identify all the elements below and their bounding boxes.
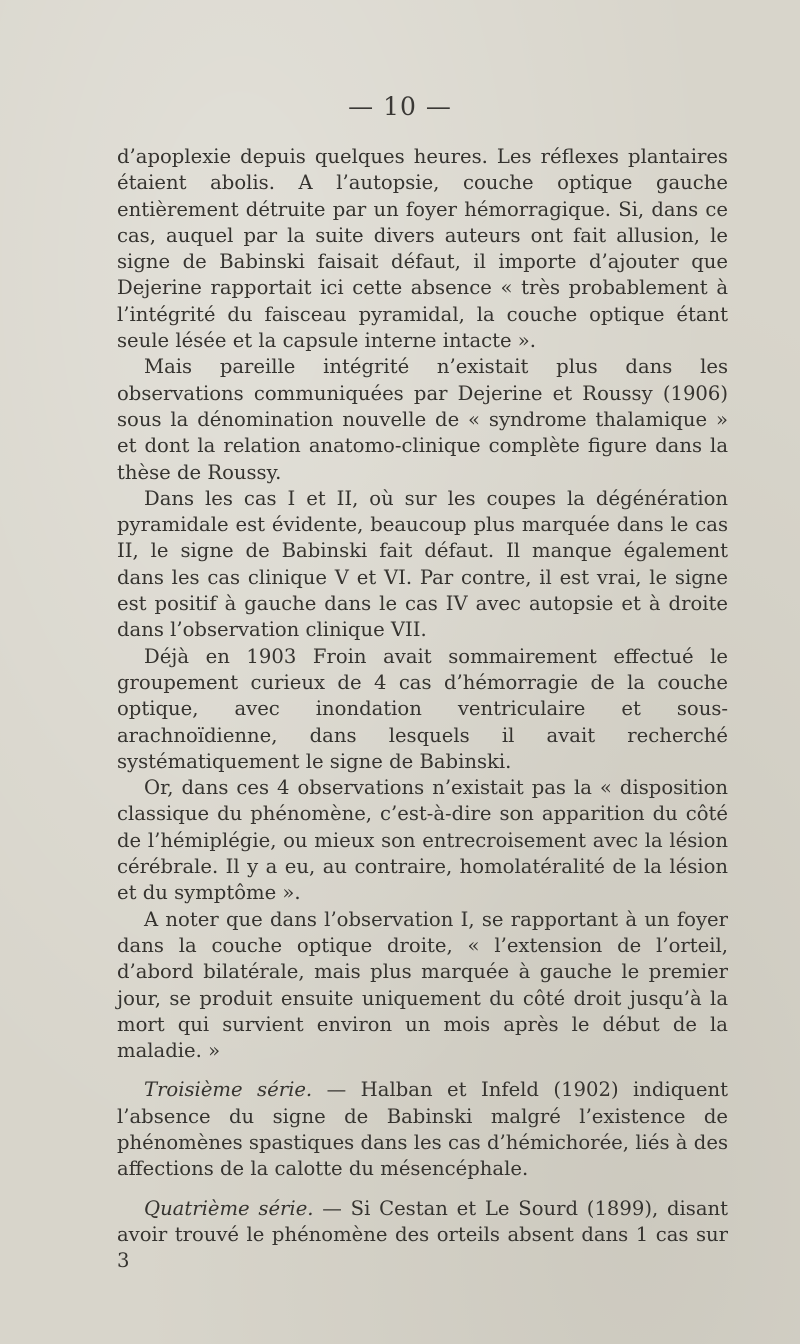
paragraph-4: Déjà en 1903 Froin avait sommairement effectué le groupement curieux de 4 cas d’hémorragie de la couche optique, avec inondation ventriculaire et sous-arachnoïdienne, dans lesquels il avait recherché systématiquement le signe de Babinski.: [117, 644, 728, 773]
paragraph-2: Mais pareille intégrité n’existait plus dans les observations communiquées par Dejerine et Roussy (1906) sous la dénomination nouvelle de « syndrome thalamique » et dont la relation anatomo-clinique complète figure dans la thèse de Roussy.: [117, 355, 728, 484]
paragraph-6: A noter que dans l’observation I, se rapportant à un foyer dans la couche optique droite, « l’extension de l’orteil, d’abord bilatérale, mais plus marquée à gauche le premier jour, se produit ensuite uniquement du côté droit jusqu’à la mort qui survient environ un mois après le début de la maladie. »: [117, 907, 728, 1063]
section-text-third: — Halban et Infeld (1902) indiquent l’absence du signe de Babinski malgré l’existence de phénomènes spastiques dans les cas d’hémichorée, liés à des affections de la calotte du mésencéphale.: [117, 1078, 728, 1181]
page-number: — 10 —: [348, 92, 452, 121]
section-text-fourth: — Si Cestan et Le Sourd (1899), disant avoir trouvé le phénomène des orteils absent dans 1 cas sur 3: [117, 1196, 728, 1273]
section-third-series: [117, 1077, 728, 1182]
body-text: [117, 144, 728, 1274]
section-title-fourth: Quatrième série.: [144, 1196, 314, 1220]
paragraph-5: Or, dans ces 4 observations n’existait pas la « disposition classique du phénomène, c’est-à-dire son apparition du côté de l’hémiplégie, ou mieux son entrecroisement avec la lésion cérébrale. Il y a eu, au contraire, homolatéralité de la lésion et du symptôme ».: [117, 776, 728, 905]
paragraph-1: d’apoplexie depuis quelques heures. Les réflexes plantaires étaient abolis. A l’autopsie, couche optique gauche entièrement détruite par un foyer hémorragique. Si, dans ce cas, auquel par la suite divers auteurs ont fait allusion, le signe de Babinski faisait défaut, il importe d’ajouter que Dejerine rapportait ici cette absence « très probablement à l’intégrité du faisceau pyramidal, la couche optique étant seule lésée et la capsule interne intacte ».: [117, 145, 728, 353]
section-fourth-series: [117, 1196, 728, 1275]
section-title-third: Troisième série.: [144, 1078, 313, 1102]
paragraph-3: Dans les cas I et II, où sur les coupes la dégénération pyramidale est évidente, beaucoup plus marquée dans le cas II, le signe de Babinski fait défaut. Il manque également dans les cas clinique V et VI. Par contre, il est vrai, le signe est positif à gauche dans le cas IV avec autopsie et à droite dans l’observation clinique VII.: [117, 486, 728, 642]
